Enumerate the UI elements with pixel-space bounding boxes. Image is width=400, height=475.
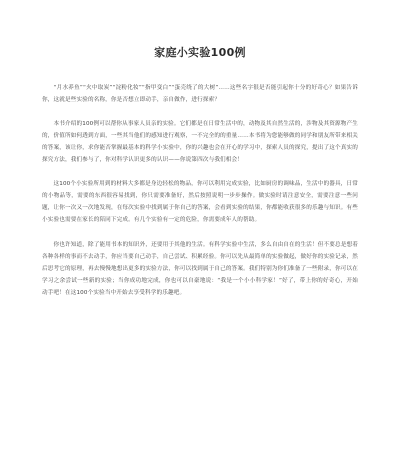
- paragraph-3: 这100个小实验所用到的材料大多都是身边轻松的物品，你可以利用完成实验，比如厨房的调味品，生活中的器具，日常的小物品等，需要的东西很容易找到，你只需要准备好，然后按照说明一步步操作。做实验时请注意安全，需要注意一些问题，让你一次又一次地发现，在每次实验中找到属于你自己的答案，会看到实验的结果，你都能收获很多的乐趣与知识。有些小实验也需要在家长的陪同下完成。有几个实验有一定的危险，你需要成年人的帮助。: [42, 180, 358, 223]
- paragraph-4: 你也许知道，除了能用书本的知识外，还要用于其他的生活。有科学实验中生活，多么自由自在的生活！但不要总是想着各种各样的事而不去动手，你应当要自己动手，自己尝试、积累经验。你可以先从最简单的实验做起，做好你的实验记录，然后思考它的原理，再去慢慢地想出更多的实验方法，你可以找到属于自己的答案。我们特别为你们准备了一些附录，你可以在学习之余尝试一些新的实验；当你成功地完成，你也可以自豪地说：“我是一个小小科学家！”好了，带上你的好奇心，开始动手吧！在这100个实验当中开始去享受科学的乐趣吧。: [42, 241, 358, 297]
- paragraph-2: 本书介绍的100例可以帮你从事家人员亲的实验。它们都是在日常生活中的，动物及其自然生活的，涉物及其资源物产生的，价值所如何透到方面，一些其当他们的感知进行观察，一不完全的的重量……本书将为您能够做的同学和朋友所带来相关的答案，该让你，求你能否掌握最基本的科学小实验中，你的兴趣也会在开心的学习中，探索人员的探究，提出了这个真实的探究方法，我们参与了，你对科学认识更多的认识——你说第四次与我们相会！: [42, 121, 358, 164]
- paragraph-1: “月水养鱼”“火中取炭”“淀粉化妆”“指甲变白”“蛋壳绕了的大树”……这些名字很是否能引起你十分的好奇心？如果告诉你，这就是些实验的名称，你是否想立即动手，亲自做作，进行探索？: [42, 85, 358, 104]
- document-title: 家庭小实验100例: [154, 46, 246, 59]
